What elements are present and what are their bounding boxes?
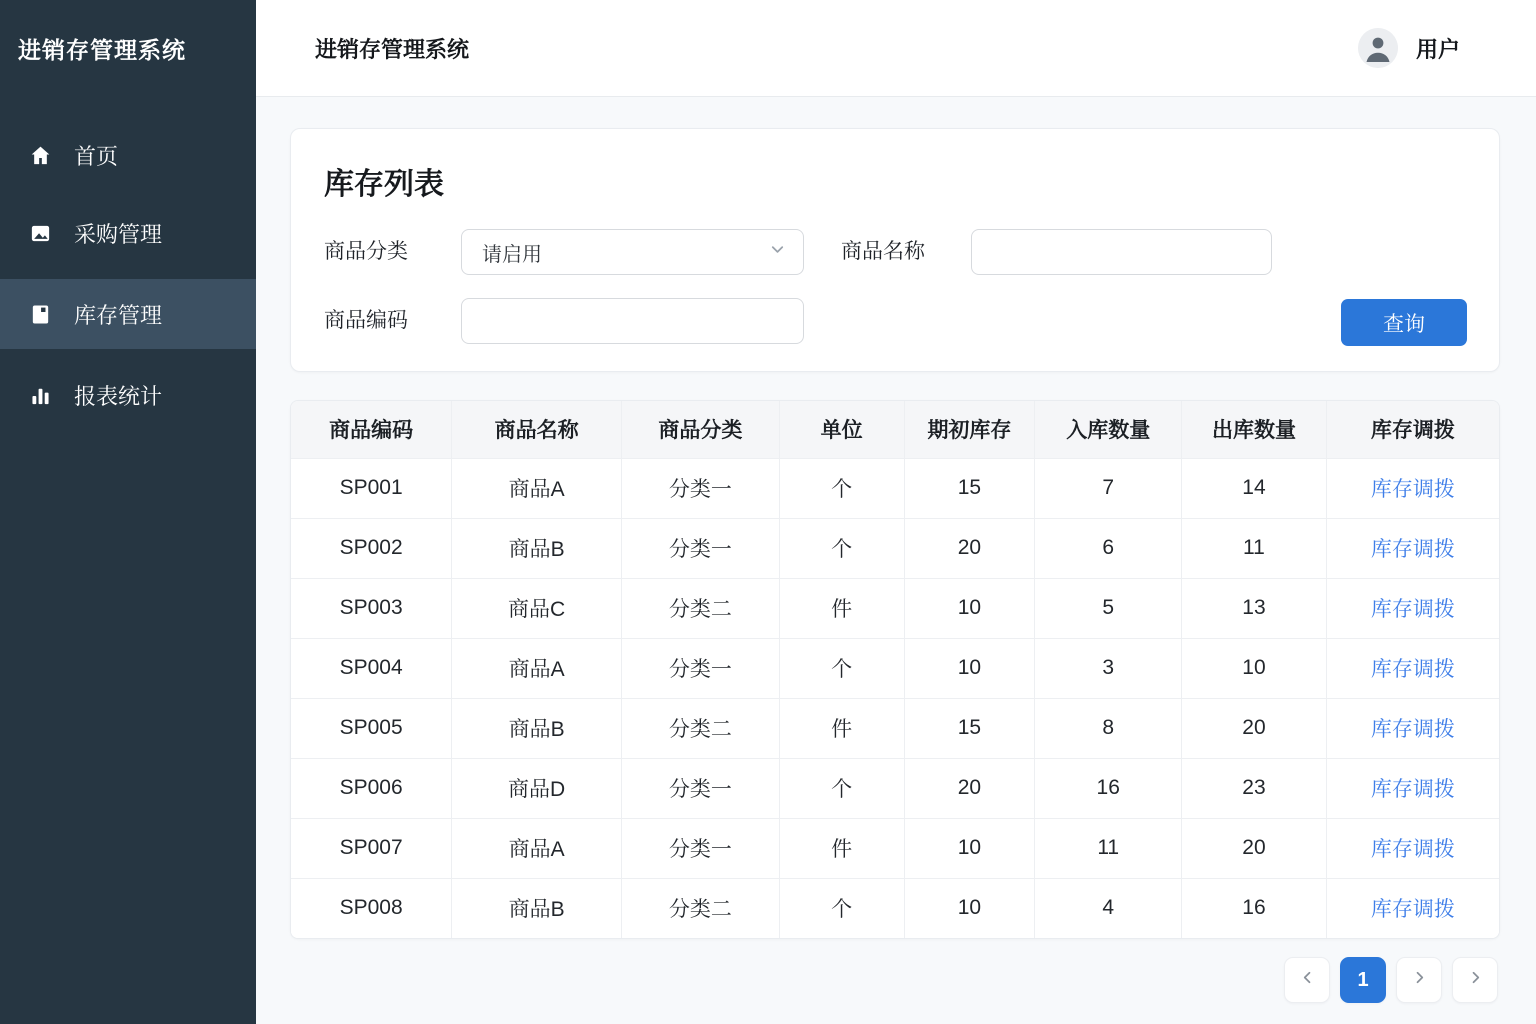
topbar — [256, 0, 1536, 97]
cell-category: 分类二 — [622, 578, 780, 638]
cell-outbound: 20 — [1182, 698, 1327, 758]
stock-transfer-link[interactable]: 库存调拨 — [1370, 658, 1455, 681]
column-header: 库存调拨 — [1326, 401, 1499, 458]
cell-code: SP005 — [291, 698, 452, 758]
stock-transfer-link[interactable]: 库存调拨 — [1370, 538, 1455, 561]
cell-initial_stock: 10 — [904, 878, 1035, 938]
category-label: 商品分类 — [324, 240, 408, 263]
inventory-table — [291, 401, 1499, 938]
code-input[interactable] — [461, 298, 804, 344]
cell-category: 分类一 — [622, 818, 780, 878]
category-select-value: 请启用 — [482, 243, 542, 266]
cell-action — [1326, 758, 1499, 818]
cell-inbound: 4 — [1035, 878, 1182, 938]
cell-inbound: 7 — [1035, 458, 1182, 518]
cell-code: SP006 — [291, 758, 452, 818]
column-header: 商品分类 — [622, 401, 780, 458]
cell-unit: 件 — [779, 698, 904, 758]
cell-name: 商品A — [452, 638, 622, 698]
sidebar-item-label: 库存管理 — [74, 302, 163, 328]
cell-unit: 个 — [779, 638, 904, 698]
app-title: 进销存管理系统 — [18, 37, 186, 63]
user-menu[interactable] — [1358, 28, 1460, 68]
bar-chart-icon — [28, 383, 52, 407]
cell-initial_stock: 10 — [904, 818, 1035, 878]
cell-code: SP004 — [291, 638, 452, 698]
sidebar — [0, 0, 256, 1024]
cell-code: SP002 — [291, 518, 452, 578]
cell-unit: 个 — [779, 518, 904, 578]
cell-initial_stock: 20 — [904, 518, 1035, 578]
cell-outbound: 13 — [1182, 578, 1327, 638]
user-avatar-icon — [1358, 28, 1398, 68]
column-header: 单位 — [779, 401, 904, 458]
cell-category: 分类一 — [622, 638, 780, 698]
category-select[interactable] — [461, 229, 804, 275]
table-row — [291, 518, 1499, 578]
table-row — [291, 458, 1499, 518]
image-icon — [28, 221, 52, 245]
cell-action — [1326, 578, 1499, 638]
cell-outbound: 14 — [1182, 458, 1327, 518]
cell-category: 分类一 — [622, 458, 780, 518]
column-header: 商品编码 — [291, 401, 452, 458]
column-header: 商品名称 — [452, 401, 622, 458]
cell-inbound: 11 — [1035, 818, 1182, 878]
inventory-box-icon — [28, 302, 52, 326]
stock-transfer-link[interactable]: 库存调拨 — [1370, 478, 1455, 501]
cell-code: SP007 — [291, 818, 452, 878]
cell-action — [1326, 458, 1499, 518]
cell-outbound: 11 — [1182, 518, 1327, 578]
cell-outbound: 20 — [1182, 818, 1327, 878]
cell-unit: 个 — [779, 758, 904, 818]
cell-action — [1326, 698, 1499, 758]
cell-outbound: 23 — [1182, 758, 1327, 818]
sidebar-item-label: 首页 — [74, 143, 119, 169]
cell-unit: 件 — [779, 818, 904, 878]
column-header: 出库数量 — [1182, 401, 1327, 458]
last-page-button[interactable] — [1452, 957, 1498, 1003]
cell-name: 商品A — [452, 818, 622, 878]
cell-inbound: 8 — [1035, 698, 1182, 758]
cell-category: 分类二 — [622, 698, 780, 758]
table-row — [291, 698, 1499, 758]
name-input[interactable] — [971, 229, 1272, 275]
cell-name: 商品C — [452, 578, 622, 638]
table-row — [291, 758, 1499, 818]
table-row — [291, 818, 1499, 878]
cell-code: SP001 — [291, 458, 452, 518]
cell-unit: 个 — [779, 878, 904, 938]
chevron-right-icon — [1410, 968, 1429, 993]
table-row — [291, 878, 1499, 938]
stock-transfer-link[interactable]: 库存调拨 — [1370, 778, 1455, 801]
sidebar-item-purchase[interactable] — [0, 201, 256, 265]
cell-initial_stock: 15 — [904, 458, 1035, 518]
stock-transfer-link[interactable]: 库存调拨 — [1370, 598, 1455, 621]
column-header: 期初库存 — [904, 401, 1035, 458]
cell-unit: 个 — [779, 458, 904, 518]
cell-initial_stock: 10 — [904, 638, 1035, 698]
content — [256, 97, 1536, 1024]
page-1-button[interactable]: 1 — [1340, 957, 1386, 1003]
stock-transfer-link[interactable]: 库存调拨 — [1370, 718, 1455, 741]
cell-code: SP003 — [291, 578, 452, 638]
sidebar-item-inventory[interactable] — [0, 279, 256, 349]
cell-outbound: 10 — [1182, 638, 1327, 698]
cell-action — [1326, 818, 1499, 878]
next-page-button[interactable] — [1396, 957, 1442, 1003]
stock-transfer-link[interactable]: 库存调拨 — [1370, 838, 1455, 861]
cell-initial_stock: 20 — [904, 758, 1035, 818]
code-label: 商品编码 — [324, 309, 408, 332]
cell-initial_stock: 15 — [904, 698, 1035, 758]
cell-name: 商品B — [452, 878, 622, 938]
chevron-left-icon — [1298, 968, 1317, 993]
name-label: 商品名称 — [841, 240, 925, 263]
chevron-down-icon — [768, 240, 787, 264]
cell-code: SP008 — [291, 878, 452, 938]
sidebar-item-label: 采购管理 — [74, 221, 163, 247]
filter-panel — [290, 128, 1500, 372]
stock-transfer-link[interactable]: 库存调拨 — [1370, 898, 1455, 922]
table-row — [291, 578, 1499, 638]
cell-action — [1326, 638, 1499, 698]
cell-inbound: 16 — [1035, 758, 1182, 818]
user-label: 用户 — [1415, 36, 1460, 62]
column-header: 入库数量 — [1035, 401, 1182, 458]
cell-initial_stock: 10 — [904, 578, 1035, 638]
cell-unit: 件 — [779, 578, 904, 638]
table-row — [291, 638, 1499, 698]
sidebar-item-reports[interactable] — [0, 363, 256, 427]
search-button[interactable]: 查询 — [1341, 299, 1467, 346]
cell-outbound: 16 — [1182, 878, 1327, 938]
cell-name: 商品D — [452, 758, 622, 818]
cell-inbound: 5 — [1035, 578, 1182, 638]
cell-inbound: 3 — [1035, 638, 1182, 698]
sidebar-item-label: 报表统计 — [74, 383, 163, 409]
cell-category: 分类二 — [622, 878, 780, 938]
cell-category: 分类一 — [622, 758, 780, 818]
pagination — [256, 957, 1498, 1003]
cell-category: 分类一 — [622, 518, 780, 578]
page-title: 进销存管理系统 — [315, 36, 470, 62]
main-area — [256, 0, 1536, 1024]
chevron-right-icon — [1466, 968, 1485, 993]
prev-page-button[interactable] — [1284, 957, 1330, 1003]
panel-title: 库存列表 — [324, 168, 444, 201]
cell-name: 商品B — [452, 698, 622, 758]
cell-name: 商品B — [452, 518, 622, 578]
cell-inbound: 6 — [1035, 518, 1182, 578]
cell-name: 商品A — [452, 458, 622, 518]
sidebar-item-home[interactable] — [0, 123, 256, 187]
cell-action — [1326, 518, 1499, 578]
sidebar-menu — [0, 97, 256, 427]
home-icon — [28, 143, 52, 167]
table-header-row — [291, 401, 1499, 458]
inventory-table-panel — [290, 400, 1500, 939]
cell-action — [1326, 878, 1499, 938]
